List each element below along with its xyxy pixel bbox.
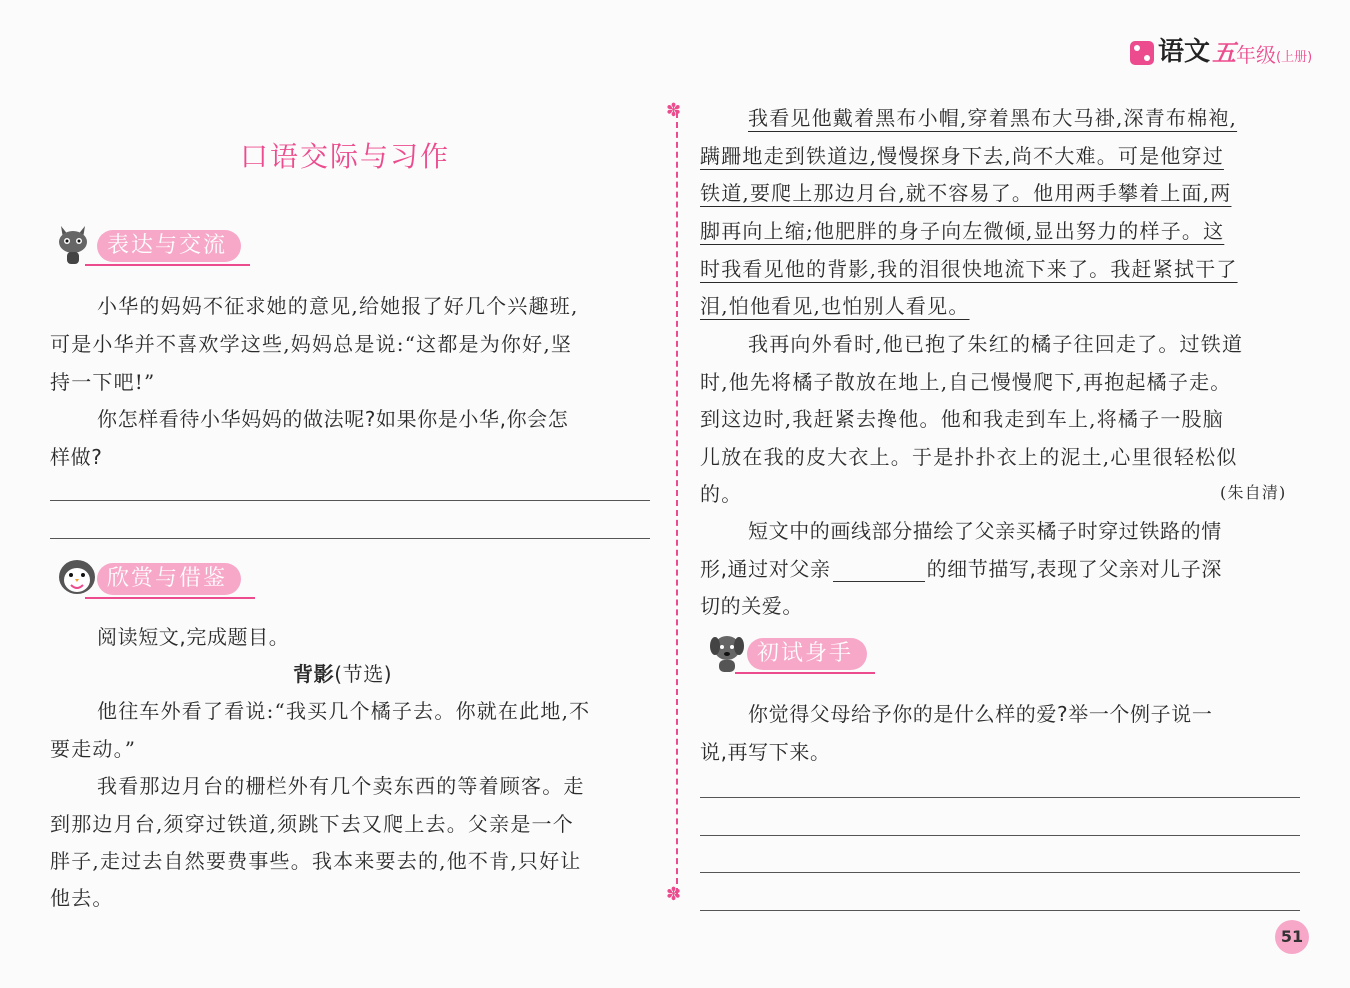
answer-line[interactable] bbox=[700, 835, 1300, 836]
question-line: 你怎样看待小华妈妈的做法呢?如果你是小华,你会怎 bbox=[97, 407, 569, 431]
header-grade: 年级 bbox=[1236, 43, 1277, 67]
passage-line: 儿放在我的皮大衣上。于是扑扑衣上的泥土,心里很轻松似 bbox=[700, 445, 1238, 469]
passage-note: (节选) bbox=[334, 662, 393, 686]
passage-title: 背影 bbox=[293, 662, 335, 686]
underlined-line: 脚再向上缩;他肥胖的身子向左微倾,显出努力的样子。这 bbox=[700, 219, 1225, 243]
paragraph-line: 可是小华并不喜欢学这些,妈妈总是说:“这都是为你好,坚 bbox=[50, 332, 573, 356]
section-header-appreciation bbox=[55, 555, 265, 595]
underlined-line: 时我看见他的背影,我的泪很快地流下来了。我赶紧拭干了 bbox=[700, 257, 1238, 281]
section-underline bbox=[85, 264, 250, 266]
underlined-line: 蹒跚地走到铁道边,慢慢探身下去,尚不大难。可是他穿过 bbox=[700, 144, 1224, 168]
passage-line: 到这边时,我赶紧去搀他。他和我走到车上,将橘子一股脑 bbox=[700, 407, 1224, 431]
answer-line[interactable] bbox=[50, 500, 650, 501]
question-line bbox=[700, 553, 1222, 582]
underlined-line: 铁道,要爬上那边月台,就不容易了。他用两手攀着上面,两 bbox=[700, 181, 1232, 205]
header-volume: (上册) bbox=[1276, 50, 1313, 65]
dog-mascot-icon bbox=[705, 630, 749, 674]
book-header bbox=[1130, 38, 1312, 68]
underlined-line: 泪,怕他看见,也怕别人看见。 bbox=[700, 294, 970, 318]
passage-line: 时,他先将橘子散放在地上,自己慢慢爬下,再抱起橘子走。 bbox=[700, 370, 1232, 394]
dice-logo-icon bbox=[1130, 41, 1154, 65]
fill-in-blank[interactable] bbox=[833, 563, 925, 582]
flower-icon: ✽ bbox=[666, 100, 682, 121]
passage-line: 的。 bbox=[700, 482, 743, 506]
question-line: 样做? bbox=[50, 445, 103, 469]
header-grade-number: 五 bbox=[1212, 39, 1237, 67]
passage-line: 他往车外看了看说:“我买几个橘子去。你就在此地,不 bbox=[97, 699, 591, 723]
answer-line[interactable] bbox=[50, 538, 650, 539]
penguin-mascot-icon bbox=[55, 555, 99, 599]
section-title: 表达与交流 bbox=[97, 230, 241, 262]
passage-line: 我看那边月台的栅栏外有几个卖东西的等着顾客。走 bbox=[97, 774, 585, 798]
passage-line: 胖子,走过去自然要费事些。我本来要去的,他不肯,只好让 bbox=[50, 849, 582, 873]
header-subject: 语文 bbox=[1158, 37, 1211, 67]
page-title: 口语交际与习作 bbox=[240, 140, 451, 173]
author: (朱自清) bbox=[1220, 483, 1287, 502]
answer-line[interactable] bbox=[700, 910, 1300, 911]
section-underline bbox=[85, 597, 255, 599]
answer-line[interactable] bbox=[700, 797, 1300, 798]
page-number: 51 bbox=[1275, 920, 1309, 954]
instruction: 阅读短文,完成题目。 bbox=[97, 625, 290, 649]
page-divider bbox=[676, 112, 678, 894]
underlined-line: 我看见他戴着黑布小帽,穿着黑布大马褂,深青布棉袍, bbox=[748, 106, 1238, 130]
section-header-expression bbox=[55, 222, 255, 262]
paragraph-line: 持一下吧!” bbox=[50, 370, 156, 394]
section-header-trial bbox=[705, 630, 880, 670]
passage-line: 他去。 bbox=[50, 886, 114, 910]
section-underline bbox=[735, 672, 875, 674]
passage-line: 我再向外看时,他已抱了朱红的橘子往回走了。过铁道 bbox=[748, 332, 1244, 356]
section-title: 欣赏与借鉴 bbox=[97, 563, 241, 595]
answer-line[interactable] bbox=[700, 872, 1300, 873]
question-text: 形,通过对父亲 bbox=[700, 557, 831, 581]
section-title: 初试身手 bbox=[747, 638, 867, 670]
question-line: 切的关爱。 bbox=[700, 594, 803, 618]
passage-line: 要走动。” bbox=[50, 737, 137, 761]
paragraph-line: 小华的妈妈不征求她的意见,给她报了好几个兴趣班, bbox=[97, 294, 579, 318]
flower-icon: ✽ bbox=[666, 884, 682, 905]
question-line: 短文中的画线部分描绘了父亲买橘子时穿过铁路的情 bbox=[748, 519, 1222, 543]
prompt-line: 说,再写下来。 bbox=[700, 740, 831, 764]
passage-line: 到那边月台,须穿过铁道,须跳下去又爬上去。父亲是一个 bbox=[50, 812, 574, 836]
prompt-line: 你觉得父母给予你的是什么样的爱?举一个例子说一 bbox=[748, 702, 1213, 726]
passage-title-wrap bbox=[293, 658, 392, 687]
question-text: 的细节描写,表现了父亲对儿子深 bbox=[926, 557, 1222, 581]
cat-mascot-icon bbox=[55, 222, 99, 266]
